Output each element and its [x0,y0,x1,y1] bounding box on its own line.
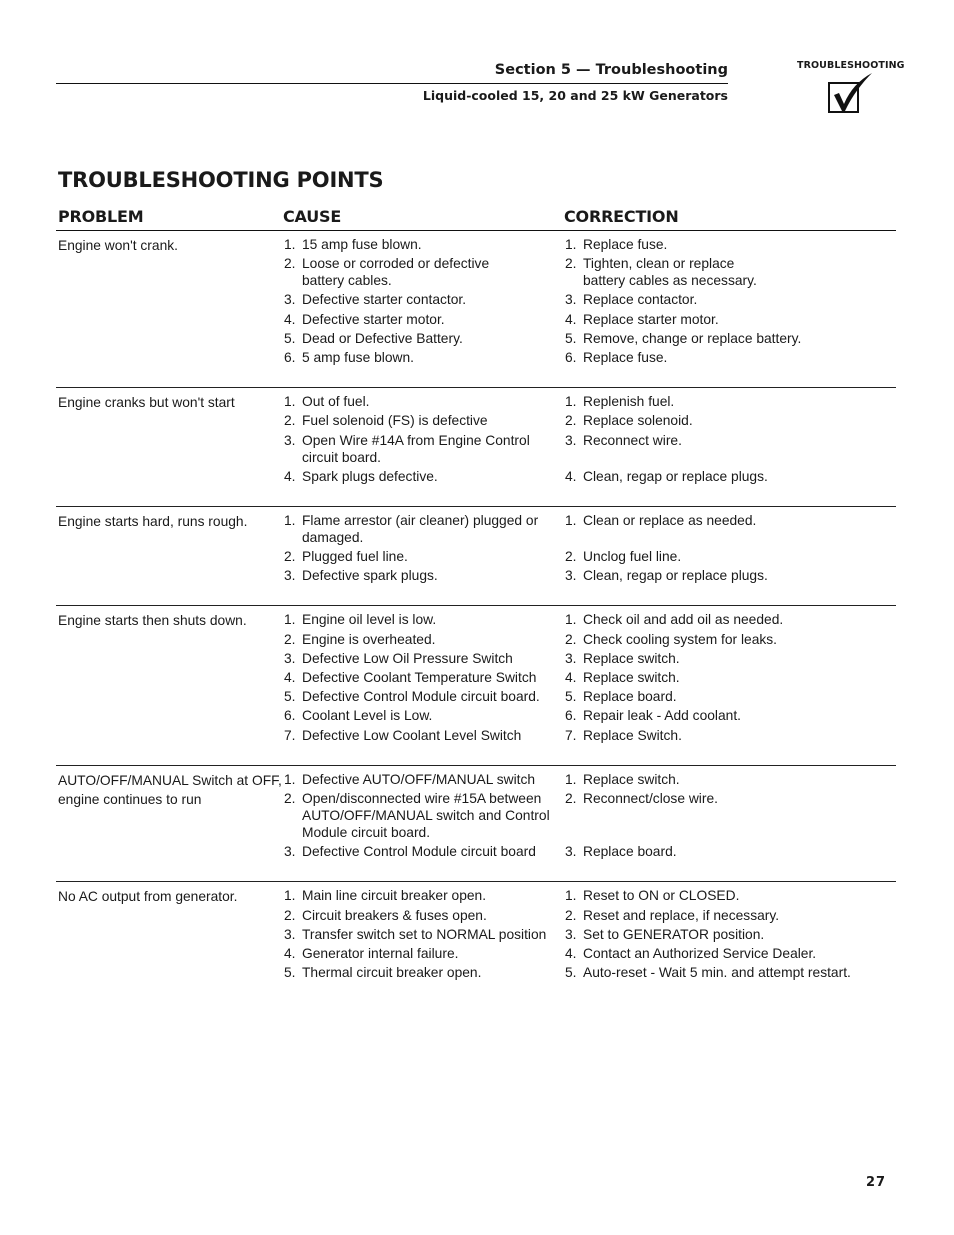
correction-item [565,291,896,308]
correction-item [565,393,896,410]
correction-text: Replace fuse. [583,237,668,252]
problem-cell: Engine cranks but won't start [58,395,235,411]
cause-item [284,548,565,565]
table-row [56,231,896,388]
correction-text: Check oil and add oil as needed. [583,612,784,628]
table-row [56,606,896,765]
page-title: TROUBLESHOOTING POINTS [58,168,384,192]
table-row [56,388,896,507]
item-number: 1. [565,612,577,628]
correction-text: Reconnect wire. [583,432,682,448]
troubleshooting-table [56,207,896,1002]
cause-text: Main line circuit breaker open. [302,888,487,904]
cause-text: Engine oil level is low. [302,612,437,628]
item-number: 1. [284,771,296,787]
item-number: 4. [284,945,296,961]
cause-text: Defective Control Module circuit board. [302,689,540,705]
correction-item [565,468,896,485]
correction-item [565,650,896,667]
item-number: 2. [284,413,296,429]
correction-text: Replace fuse. [583,349,668,365]
cause-item [284,707,565,724]
correction-item [565,727,896,744]
cause-item [284,727,565,744]
cause-item [284,349,565,366]
correction-text: Reconnect/close wire. [583,790,718,806]
table-row [56,507,896,607]
section-heading: Section 5 — Troubleshooting [494,62,728,78]
cause-text: 5 amp fuse blown. [302,349,414,365]
cause-item [284,964,565,981]
correction-list [565,771,896,863]
item-number: 6. [565,708,577,724]
cause-item [284,926,565,943]
cause-item [284,432,565,466]
cause-item [284,669,565,686]
correction-text: Replace board. [583,844,677,860]
correction-item [565,330,896,347]
correction-item [565,790,896,841]
problem-cell: No AC output from generator. [58,889,238,905]
manual-subtitle: Liquid-cooled 15, 20 and 25 kW Generators [422,88,728,103]
correction-item [565,887,896,904]
cause-item [284,311,565,328]
item-number: 1. [565,888,577,904]
cause-list [284,771,565,863]
cause-item [284,790,565,841]
item-number: 6. [284,708,296,724]
cause-list [284,236,565,368]
correction-text: Contact an Authorized Service Dealer. [583,945,817,961]
cause-text: Fuel solenoid (FS) is defective [302,413,488,429]
table-row [56,882,896,1002]
correction-item [565,907,896,924]
item-number: 2. [565,790,577,806]
cause-list [284,887,565,983]
item-number: 4. [284,311,296,327]
cause-text: Transfer switch set to NORMAL position [302,926,547,942]
cause-item [284,412,565,429]
cause-text: Open Wire #14A from Engine Control circuit board. [302,432,530,465]
item-number: 2. [284,631,296,647]
cause-item [284,611,565,628]
cause-item [284,907,565,924]
item-number: 5. [565,330,577,346]
correction-text: Replenish fuel. [583,394,675,410]
correction-text: Replace switch. [583,650,680,666]
correction-item [565,631,896,648]
item-number: 3. [565,432,577,448]
correction-item [565,432,896,466]
item-number: 2. [284,549,296,565]
item-number: 4. [565,311,577,327]
item-number: 6. [565,349,577,365]
cause-item [284,688,565,705]
item-number: 3. [565,568,577,584]
correction-list [565,512,896,587]
item-number: 1. [284,612,296,628]
correction-text: Repair leak - Add coolant. [583,708,741,724]
problem-cell: Engine won't crank. [58,238,178,253]
cause-text: Defective starter motor. [302,311,445,327]
correction-text: Replace contactor. [583,292,698,308]
cause-item [284,631,565,648]
column-header-correction: CORRECTION [564,207,679,226]
cause-item [284,512,565,546]
item-number: 1. [284,512,296,528]
correction-item [565,669,896,686]
correction-item [565,926,896,943]
problem-cell: Engine starts then shuts down. [58,613,247,629]
cause-item [284,468,565,485]
correction-list [565,393,896,487]
cause-item [284,771,565,788]
cause-text: Defective Coolant Temperature Switch [302,670,537,685]
cause-text: Open/disconnected wire #15A between AUTO/OFF/MANUAL switch and Control Module circuit board. [302,790,550,840]
item-number: 2. [284,256,296,272]
cause-item [284,393,565,410]
item-number: 7. [565,727,577,743]
table-header [56,207,896,231]
item-number: 3. [284,292,296,308]
correction-item [565,412,896,429]
item-number: 3. [565,926,577,942]
item-number: 1. [565,394,577,410]
item-number: 4. [565,670,577,685]
cause-text: Defective AUTO/OFF/MANUAL switch [302,771,536,787]
correction-item [565,611,896,628]
item-number: 2. [284,790,296,806]
item-number: 5. [565,689,577,705]
item-number: 1. [565,512,577,528]
item-number: 2. [565,631,577,647]
correction-item [565,688,896,705]
correction-item [565,945,896,962]
cause-text: Engine is overheated. [302,631,436,647]
correction-item [565,512,896,546]
section-badge-label: TROUBLESHOOTING [797,60,905,71]
correction-text: Auto-reset - Wait 5 min. and attempt restart. [583,965,851,981]
cause-item [284,330,565,347]
item-number: 2. [565,413,577,429]
correction-list [565,887,896,983]
cause-item [284,843,565,860]
item-number: 3. [565,292,577,308]
cause-text: Circuit breakers & fuses open. [302,907,487,923]
cause-text: Thermal circuit breaker open. [302,965,482,981]
correction-item [565,707,896,724]
item-number: 4. [284,468,296,484]
cause-list [284,393,565,487]
cause-text: Plugged fuel line. [302,549,408,565]
item-number: 6. [284,349,296,365]
cause-text: Out of fuel. [302,394,370,410]
cause-list [284,611,565,745]
correction-list [565,611,896,745]
cause-text: Flame arrestor (air cleaner) plugged or damaged. [302,512,539,545]
cause-text: Defective starter contactor. [302,292,467,308]
correction-item [565,255,896,289]
item-number: 3. [284,650,296,666]
table-body [56,231,896,1002]
correction-text: Unclog fuel line. [583,549,682,565]
cause-item [284,291,565,308]
column-header-problem: PROBLEM [58,207,144,226]
page-number: 27 [866,1175,887,1190]
correction-item [565,567,896,584]
item-number: 2. [565,907,577,923]
item-number: 1. [565,771,577,787]
cause-text: Defective Low Coolant Level Switch [302,727,522,743]
item-number: 3. [284,432,296,448]
correction-text: Clean, regap or replace plugs. [583,568,768,584]
item-number: 5. [284,965,296,981]
problem-cell: Engine starts hard, runs rough. [58,513,248,529]
item-number: 5. [284,330,296,346]
item-number: 2. [565,549,577,565]
correction-text: Replace solenoid. [583,413,693,429]
item-number: 3. [565,844,577,860]
correction-text: Reset to ON or CLOSED. [583,888,740,904]
cause-item [284,945,565,962]
cause-text: Defective Control Module circuit board [302,844,536,860]
correction-item [565,964,896,981]
cause-text: 15 amp fuse blown. [302,237,422,252]
cause-item [284,567,565,584]
table-row [56,766,896,883]
cause-text: Defective Low Oil Pressure Switch [302,650,513,666]
cause-text: Loose or corroded or defective battery cables. [302,256,490,289]
item-number: 1. [284,237,296,252]
cause-item [284,255,565,289]
item-number: 7. [284,727,296,743]
cause-text: Coolant Level is Low. [302,708,433,724]
correction-item [565,548,896,565]
item-number: 1. [565,237,577,252]
cause-item [284,236,565,253]
correction-text: Clean or replace as needed. [583,512,757,528]
item-number: 5. [565,965,577,981]
item-number: 4. [565,468,577,484]
correction-item [565,349,896,366]
correction-item [565,843,896,860]
correction-list [565,236,896,368]
item-number: 5. [284,689,296,705]
item-number: 2. [284,907,296,923]
column-header-cause: CAUSE [283,207,342,226]
item-number: 3. [284,926,296,942]
problem-cell: AUTO/OFF/MANUAL Switch at OFF, engine continues to run [58,772,282,807]
correction-item [565,236,896,253]
correction-text: Reset and replace, if necessary. [583,907,780,923]
cause-item [284,887,565,904]
correction-text: Clean, regap or replace plugs. [583,468,768,484]
item-number: 3. [284,844,296,860]
cause-text: Defective spark plugs. [302,568,438,584]
item-number: 2. [565,256,577,272]
correction-text: Replace switch. [583,670,680,685]
checkmark-icon [828,70,874,116]
cause-item [284,650,565,667]
cause-text: Generator internal failure. [302,945,459,961]
item-number: 1. [284,394,296,410]
correction-text: Tighten, clean or replace battery cables as necessary. [583,256,757,289]
correction-text: Replace starter motor. [583,311,719,327]
cause-list [284,512,565,587]
correction-item [565,771,896,788]
item-number: 4. [284,670,296,685]
correction-text: Replace switch. [583,771,680,787]
item-number: 1. [284,888,296,904]
cause-text: Spark plugs defective. [302,468,438,484]
header-rule [56,83,728,84]
correction-text: Replace Switch. [583,727,682,743]
correction-text: Remove, change or replace battery. [583,330,802,346]
correction-text: Set to GENERATOR position. [583,926,765,942]
item-number: 3. [284,568,296,584]
correction-text: Replace board. [583,689,677,705]
item-number: 3. [565,650,577,666]
item-number: 4. [565,945,577,961]
correction-item [565,311,896,328]
cause-text: Dead or Defective Battery. [302,330,463,346]
correction-text: Check cooling system for leaks. [583,631,777,647]
